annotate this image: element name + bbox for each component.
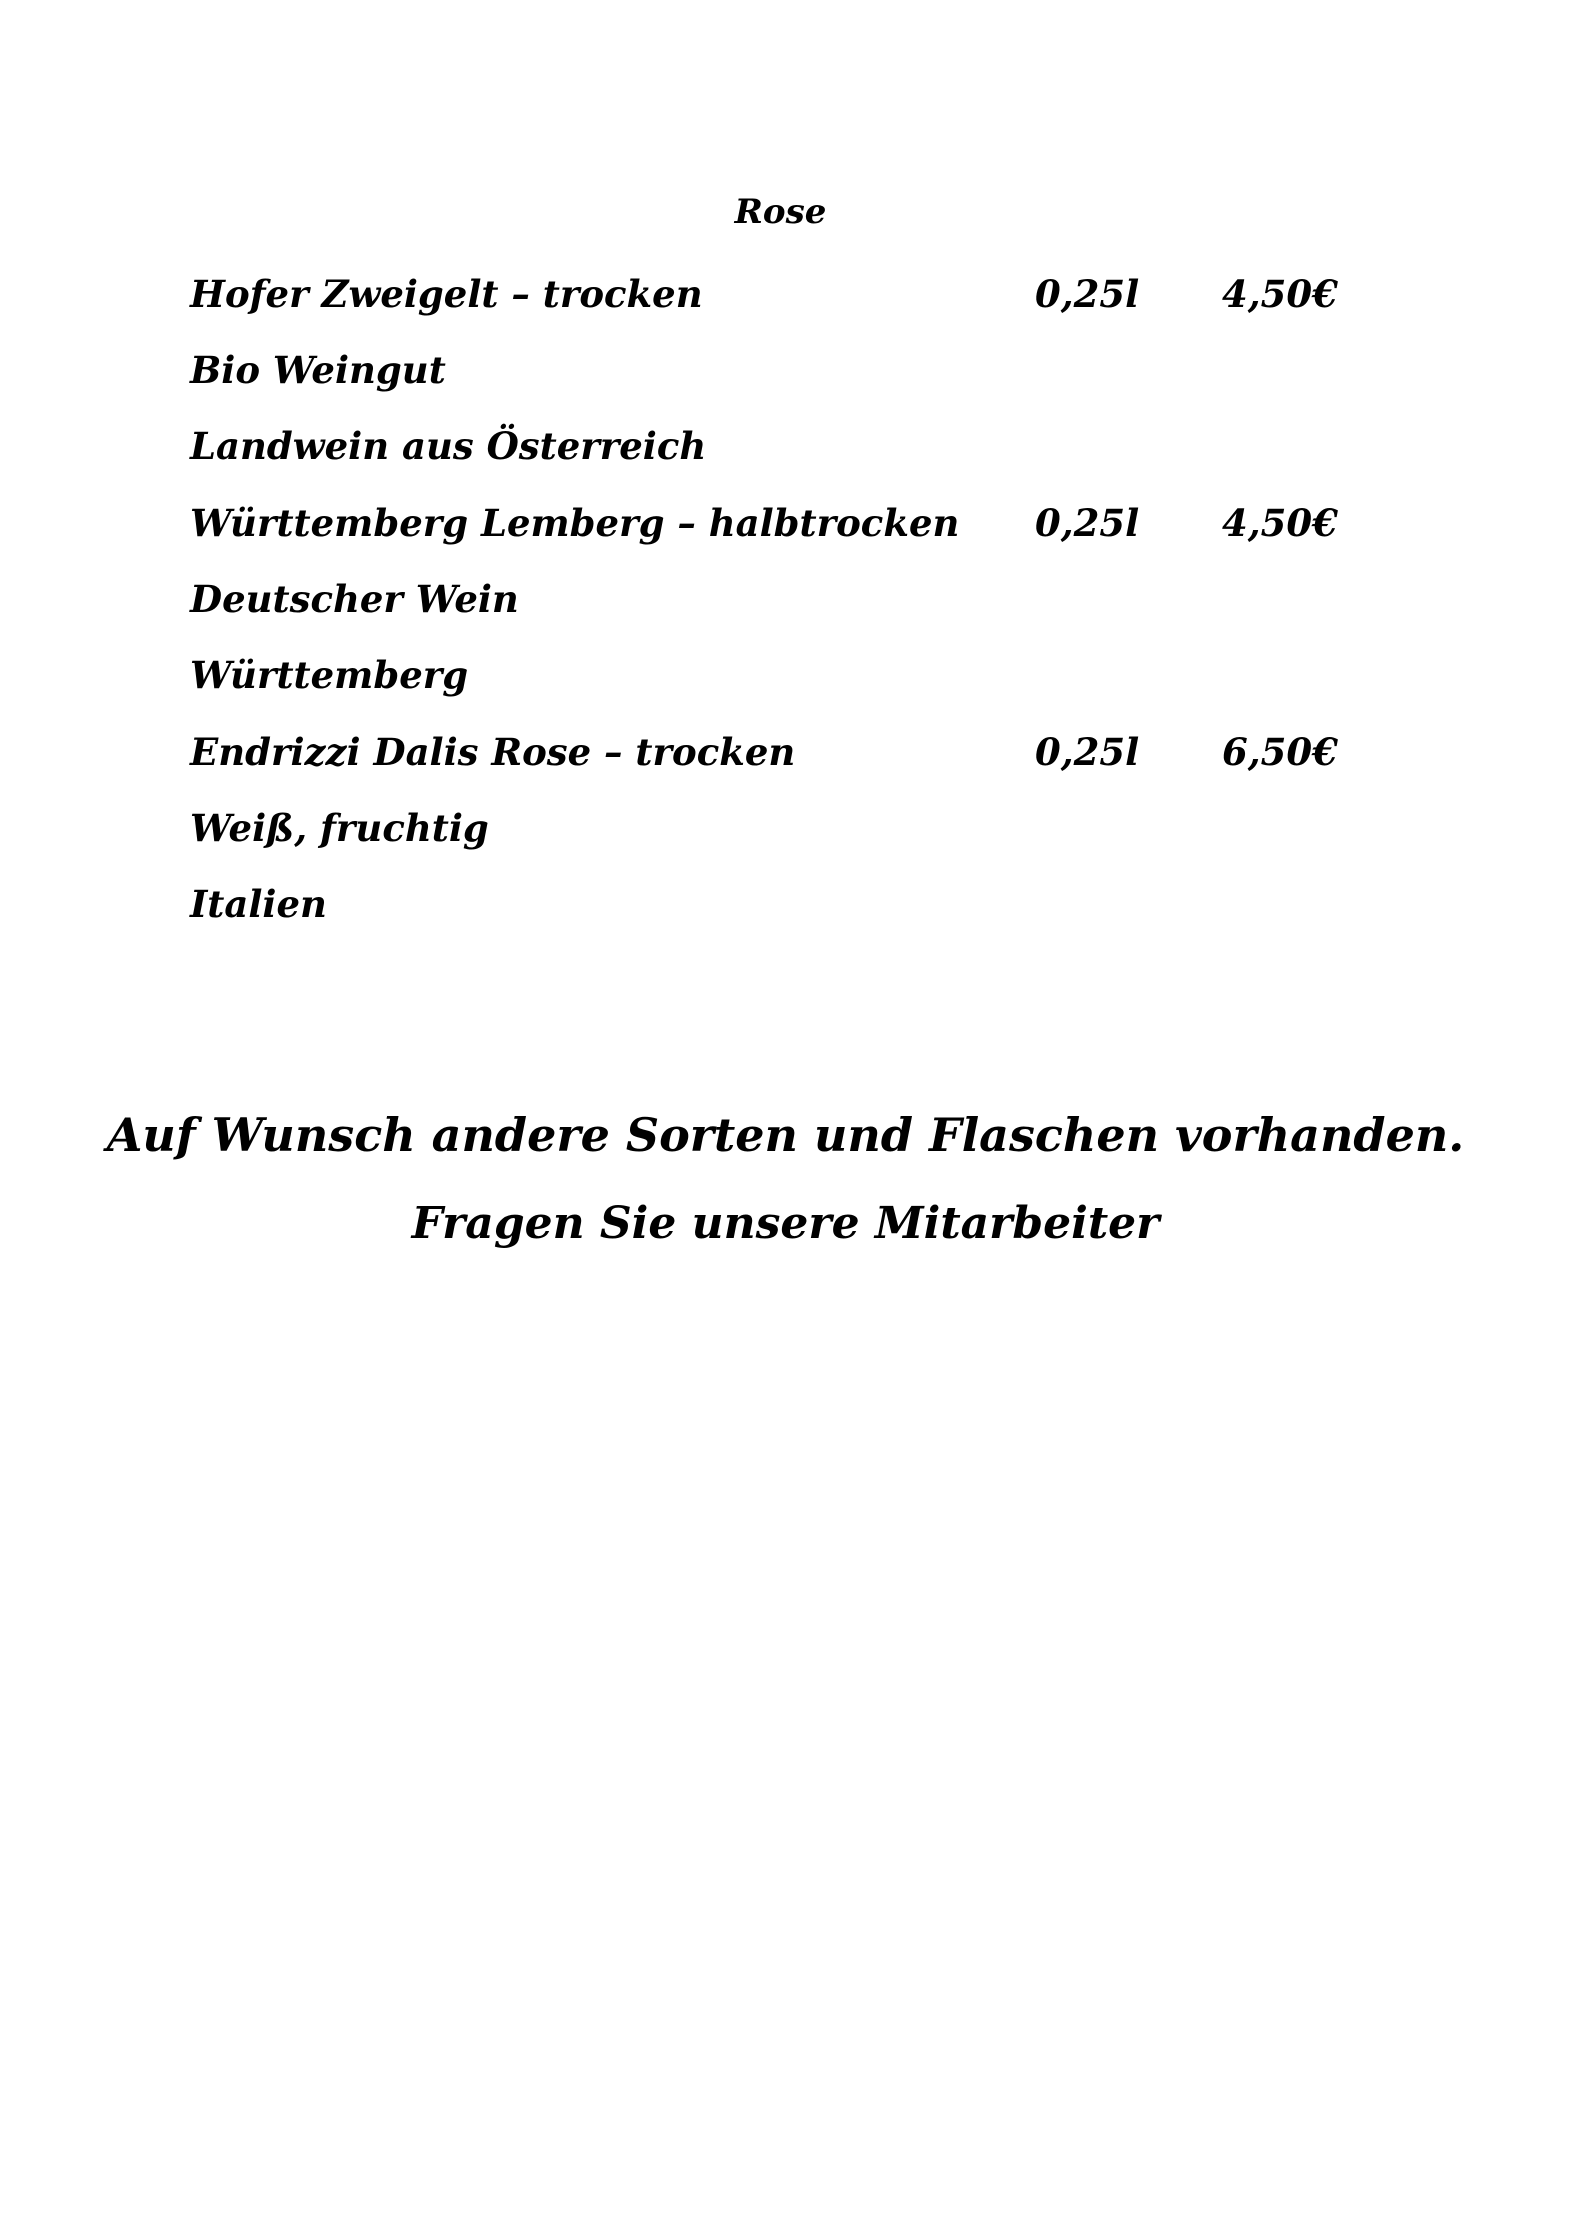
menu-row: [0, 645, 1571, 705]
menu-row: [0, 798, 1571, 858]
wine-detail: Bio Weingut: [190, 348, 446, 392]
wine-volume: 0,25l: [1035, 501, 1140, 545]
notice-line-1: Auf Wunsch andere Sorten und Flaschen vorhanden.: [106, 1108, 1465, 1162]
menu-row: [0, 416, 1571, 476]
wine-name: Endrizzi Dalis Rose – trocken: [190, 730, 796, 774]
notice-line-2: Fragen Sie unsere Mitarbeiter: [411, 1198, 1160, 1249]
wine-price: 4,50€: [1222, 272, 1338, 316]
wine-volume: 0,25l: [1035, 730, 1140, 774]
wine-name: Württemberg Lemberg – halbtrocken: [190, 501, 960, 545]
menu-row: [0, 264, 1571, 324]
wine-detail: Weiß, fruchtig: [190, 806, 489, 850]
menu-row: [0, 340, 1571, 400]
menu-row: [0, 722, 1571, 782]
wine-detail: Deutscher Wein: [190, 577, 519, 621]
wine-name: Hofer Zweigelt – trocken: [190, 272, 703, 316]
wine-volume: 0,25l: [1035, 272, 1140, 316]
wine-detail: Italien: [190, 882, 327, 926]
wine-price: 6,50€: [1222, 730, 1338, 774]
menu-row: [0, 874, 1571, 934]
wine-price: 4,50€: [1222, 501, 1338, 545]
menu-row: [0, 493, 1571, 553]
wine-detail: Württemberg: [190, 653, 469, 697]
section-title: Rose: [734, 192, 827, 232]
menu-row: [0, 569, 1571, 629]
wine-detail: Landwein aus Österreich: [190, 424, 707, 468]
